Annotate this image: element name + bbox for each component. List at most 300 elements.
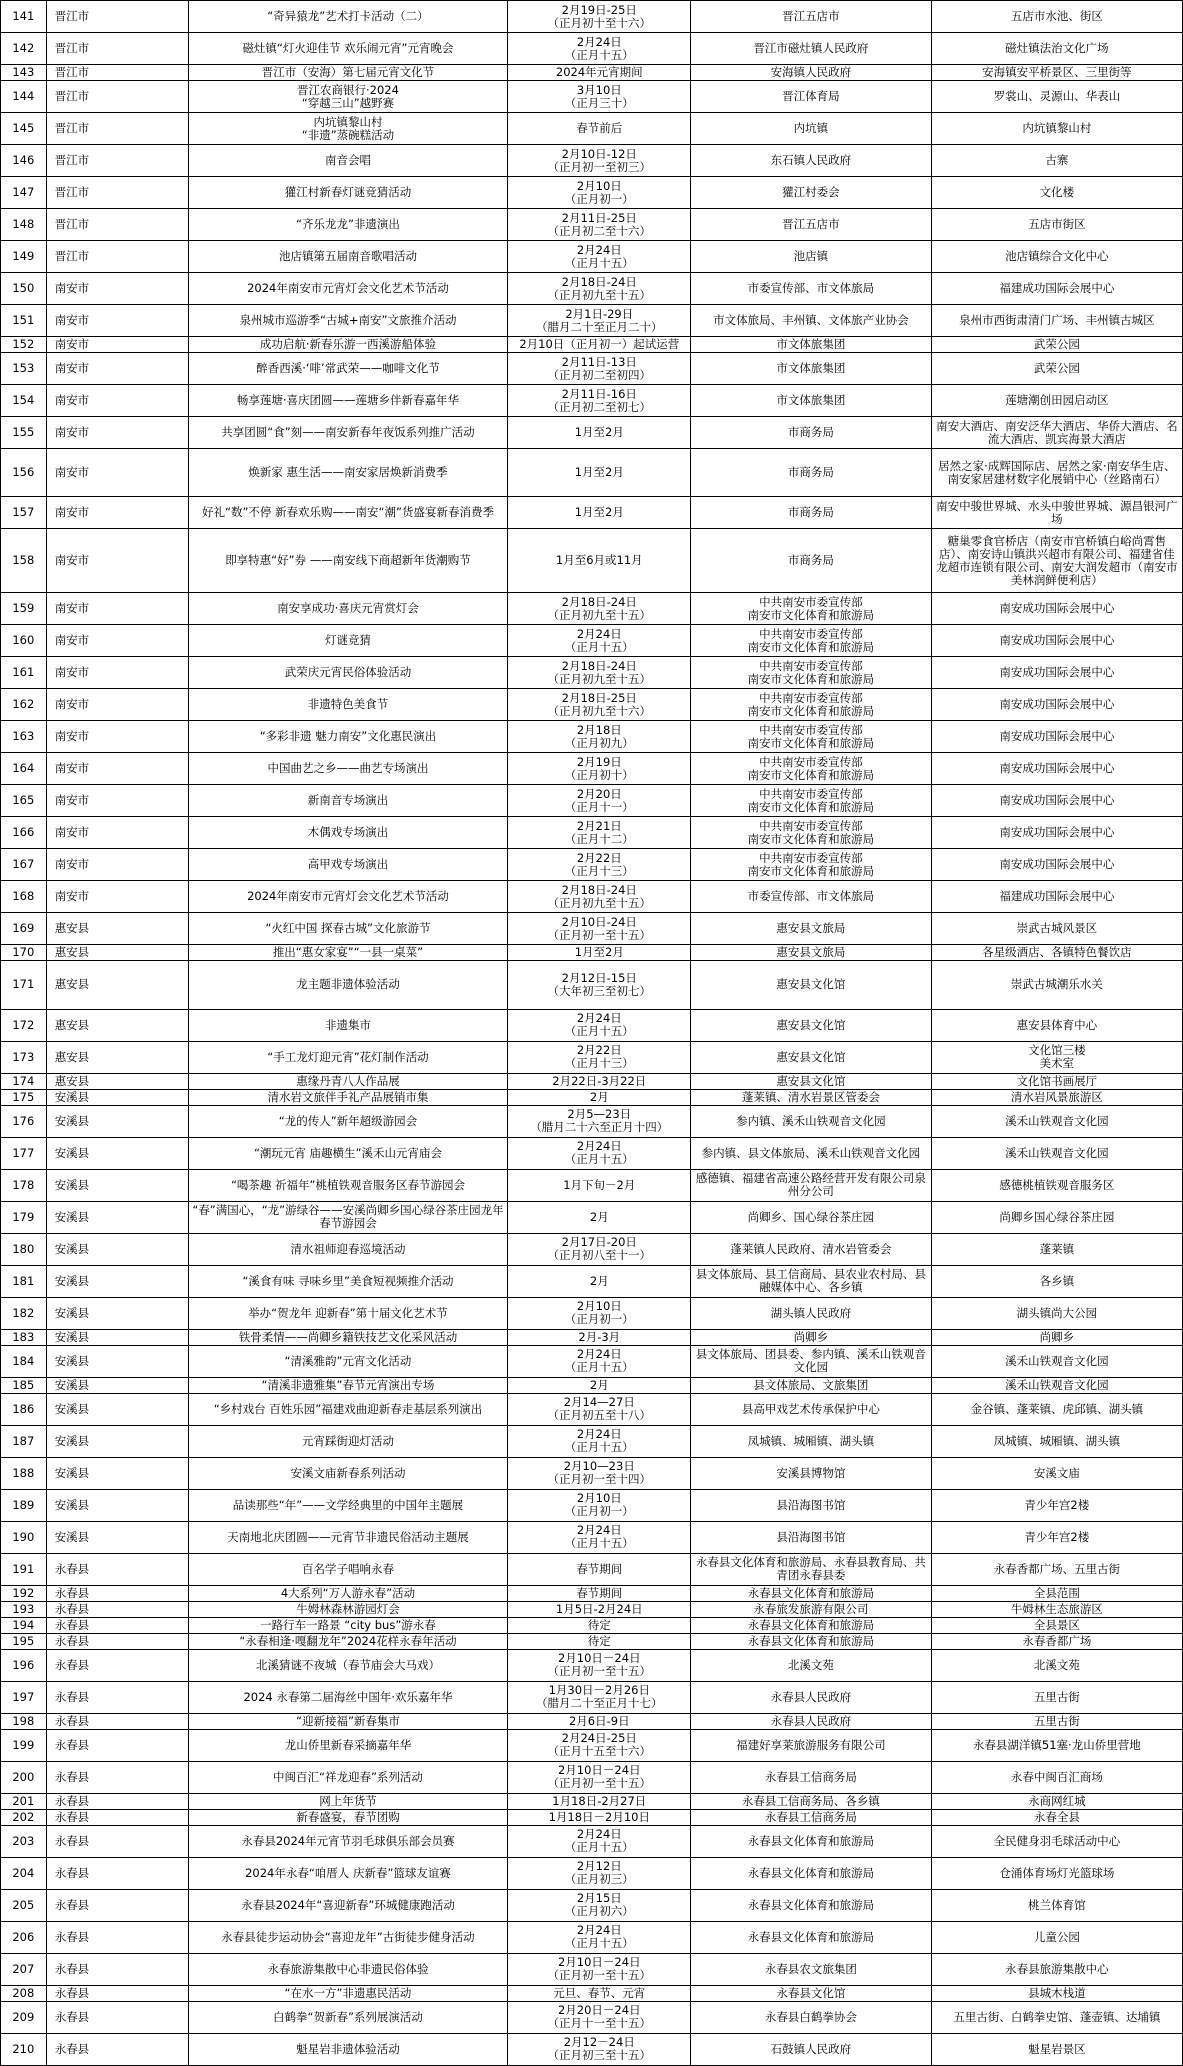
activity-name: 新春盛宴，春节团购	[188, 1809, 508, 1825]
table-row	[1, 209, 1183, 241]
row-number: 145	[1, 113, 47, 145]
activity-name: 泉州城市巡游季“古城+南安”文旅推介活动	[188, 305, 508, 337]
table-row	[1, 1601, 1183, 1617]
venue: 五里古街、白鹤拳史馆、蓬壶镇、达埔镇	[931, 2001, 1182, 2033]
city-cell: 南安市	[46, 337, 188, 353]
activity-name: 龙山侨里新春采摘嘉年华	[188, 1729, 508, 1761]
table-row	[1, 1681, 1183, 1713]
table-row	[1, 1761, 1183, 1793]
table-row	[1, 1073, 1183, 1089]
row-number: 178	[1, 1169, 47, 1201]
venue: 魁星岩景区	[931, 2033, 1182, 2065]
row-number: 170	[1, 945, 47, 961]
row-number: 181	[1, 1265, 47, 1297]
city-cell: 南安市	[46, 497, 188, 529]
organizer: 中共南安市委宣传部 南安市文化体育和旅游局	[691, 753, 931, 785]
venue: 糖巢零食官桥店（南安市官桥镇白峪尚霄售店）、南安诗山镇洪兴超市有限公司、福建省佳龙超市连锁有限公司、南安大润发超市（南安市美林润鲜便利店）	[931, 529, 1182, 593]
table-row	[1, 881, 1183, 913]
city-cell: 南安市	[46, 353, 188, 385]
row-number: 149	[1, 241, 47, 273]
organizer: 永春县人民政府	[691, 1713, 931, 1729]
activity-time: 2月24日 （正月十五）	[508, 241, 691, 273]
activity-name: 成功启航·新春乐游一西溪游船体验	[188, 337, 508, 353]
activity-name: “多彩非遗 魅力南安”文化惠民演出	[188, 721, 508, 753]
row-number: 158	[1, 529, 47, 593]
table-row	[1, 1713, 1183, 1729]
row-number: 162	[1, 689, 47, 721]
organizer: 中共南安市委宣传部 南安市文化体育和旅游局	[691, 625, 931, 657]
venue: 南安中骏世界城、水头中骏世界城、源昌银河广场	[931, 497, 1182, 529]
activity-time: 2月10日－24日 （正月初一至十五）	[508, 1649, 691, 1681]
venue: 五里古街	[931, 1681, 1182, 1713]
organizer: 市文体旅集团	[691, 353, 931, 385]
row-number: 168	[1, 881, 47, 913]
venue: 南安成功国际会展中心	[931, 817, 1182, 849]
organizer: 凤城镇、城厢镇、湖头镇	[691, 1425, 931, 1457]
table-row	[1, 785, 1183, 817]
table-row	[1, 497, 1183, 529]
row-number: 146	[1, 145, 47, 177]
venue: 儿童公园	[931, 1921, 1182, 1953]
venue: 磁灶镇法治文化广场	[931, 33, 1182, 65]
activity-time: 2月24日 （正月十五）	[508, 1825, 691, 1857]
table-row	[1, 2033, 1183, 2065]
activity-time: 2月10日-24日 （正月初一至十五）	[508, 913, 691, 945]
city-cell: 永春县	[46, 1953, 188, 1985]
city-cell: 永春县	[46, 1793, 188, 1809]
activity-time: 2月18日-24日 （正月初九至十五）	[508, 881, 691, 913]
activity-name: 中闽百汇“祥龙迎春”系列活动	[188, 1761, 508, 1793]
city-cell: 安溪县	[46, 1089, 188, 1105]
table-row	[1, 1089, 1183, 1105]
city-cell: 安溪县	[46, 1265, 188, 1297]
table-row	[1, 1329, 1183, 1345]
activity-time: 2月24日-25日 （正月十五至十六）	[508, 1729, 691, 1761]
city-cell: 安溪县	[46, 1457, 188, 1489]
table-row	[1, 353, 1183, 385]
activity-name: 畅享莲塘·喜庆团圆——莲塘乡伴新春嘉年华	[188, 385, 508, 417]
table-row	[1, 1521, 1183, 1553]
activity-time: 春节前后	[508, 113, 691, 145]
city-cell: 晋江市	[46, 1, 188, 33]
city-cell: 安溪县	[46, 1201, 188, 1233]
organizer: 永春县文化体育和旅游局	[691, 1857, 931, 1889]
organizer: 永春县文化馆	[691, 1985, 931, 2001]
city-cell: 惠安县	[46, 1073, 188, 1089]
organizer: 中共南安市委宣传部 南安市文化体育和旅游局	[691, 657, 931, 689]
activity-name: 2024年南安市元宵灯会文化艺术节活动	[188, 881, 508, 913]
city-cell: 南安市	[46, 753, 188, 785]
activity-name: “溪食有味 寻味乡里”美食短视频推介活动	[188, 1265, 508, 1297]
venue: 溪禾山铁观音文化园	[931, 1345, 1182, 1377]
activity-time: 2月10日（正月初一）起试运营	[508, 337, 691, 353]
organizer: 市文体旅局、丰州镇、文体旅产业协会	[691, 305, 931, 337]
table-row	[1, 625, 1183, 657]
organizer: 惠安县文化馆	[691, 1041, 931, 1073]
activity-time: 2月24日 （正月十五）	[508, 1009, 691, 1041]
activity-name: 一路行车一路景 “city bus”游永春	[188, 1617, 508, 1633]
venue: 武荣公园	[931, 353, 1182, 385]
venue: 各乡镇	[931, 1265, 1182, 1297]
activity-time: 春节期间	[508, 1585, 691, 1601]
city-cell: 永春县	[46, 1585, 188, 1601]
venue: 全县范围	[931, 1585, 1182, 1601]
row-number: 183	[1, 1329, 47, 1345]
activity-time: 2月20日 （正月十一）	[508, 785, 691, 817]
organizer: 内坑镇	[691, 113, 931, 145]
table-row	[1, 385, 1183, 417]
organizer: 石鼓镇人民政府	[691, 2033, 931, 2065]
table-row	[1, 1041, 1183, 1073]
activity-name: 北溪猜谜不夜城（春节庙会大马戏）	[188, 1649, 508, 1681]
organizer: 安海镇人民政府	[691, 65, 931, 81]
row-number: 186	[1, 1393, 47, 1425]
venue: 尚卿乡国心绿谷茶庄园	[931, 1201, 1182, 1233]
table-row	[1, 753, 1183, 785]
activity-name: 磁灶镇“灯火迎佳节 欢乐闹元宵”元宵晚会	[188, 33, 508, 65]
venue: 青少年宫2楼	[931, 1521, 1182, 1553]
city-cell: 永春县	[46, 1857, 188, 1889]
venue: 安溪文庙	[931, 1457, 1182, 1489]
activity-name: “喝茶趣 祈福年”桃植铁观音服务区春节游园会	[188, 1169, 508, 1201]
city-cell: 惠安县	[46, 913, 188, 945]
venue: 居然之家·成辉国际店、居然之家·南安华生店、南安家居建材数字化展销中心（丝路南石）	[931, 449, 1182, 497]
city-cell: 安溪县	[46, 1169, 188, 1201]
city-cell: 南安市	[46, 417, 188, 449]
organizer: 蓬莱镇、清水岩景区管委会	[691, 1089, 931, 1105]
table-row	[1, 1553, 1183, 1585]
organizer: 中共南安市委宣传部 南安市文化体育和旅游局	[691, 721, 931, 753]
organizer: 县高甲戏艺术传承保护中心	[691, 1393, 931, 1425]
activity-name: “手工龙灯迎元宵”花灯制作活动	[188, 1041, 508, 1073]
city-cell: 南安市	[46, 529, 188, 593]
activity-name: 清水岩文旅伴手礼产品展销市集	[188, 1089, 508, 1105]
activity-time: 2月	[508, 1265, 691, 1297]
row-number: 166	[1, 817, 47, 849]
table-row	[1, 817, 1183, 849]
activity-time: 2月12日 （正月初三）	[508, 1857, 691, 1889]
organizer: 市商务局	[691, 449, 931, 497]
organizer: 晋江五店市	[691, 209, 931, 241]
activity-time: 2月18日-24日 （正月初九至十五）	[508, 273, 691, 305]
activity-time: 2月10日－24日 （正月初一至十五）	[508, 1761, 691, 1793]
venue: 南安成功国际会展中心	[931, 721, 1182, 753]
row-number: 153	[1, 353, 47, 385]
venue: 福建成功国际会展中心	[931, 273, 1182, 305]
table-row	[1, 1105, 1183, 1137]
table-row	[1, 337, 1183, 353]
table-row	[1, 1633, 1183, 1649]
row-number: 174	[1, 1073, 47, 1089]
row-number: 152	[1, 337, 47, 353]
activity-name: 武荣庆元宵民俗体验活动	[188, 657, 508, 689]
organizer: 感德镇、福建省高速公路经营开发有限公司泉州分公司	[691, 1169, 931, 1201]
row-number: 205	[1, 1889, 47, 1921]
activity-time: 2月24日 （正月十五）	[508, 1137, 691, 1169]
row-number: 151	[1, 305, 47, 337]
venue: 清水岩风景旅游区	[931, 1089, 1182, 1105]
venue: 尚卿乡	[931, 1329, 1182, 1345]
city-cell: 惠安县	[46, 1009, 188, 1041]
row-number: 144	[1, 81, 47, 113]
table-row	[1, 1649, 1183, 1681]
row-number: 173	[1, 1041, 47, 1073]
organizer: 永春县白鹤拳协会	[691, 2001, 931, 2033]
activity-name: 白鹤拳“贺新春”系列展演活动	[188, 2001, 508, 2033]
activity-name: 内坑镇黎山村 “非遗”蒸碗糕活动	[188, 113, 508, 145]
organizer: 县沿海图书馆	[691, 1521, 931, 1553]
city-cell: 南安市	[46, 625, 188, 657]
table-row	[1, 1617, 1183, 1633]
activity-name: 龙主题非遗体验活动	[188, 961, 508, 1009]
table-row	[1, 1489, 1183, 1521]
row-number: 150	[1, 273, 47, 305]
activity-name: 木偶戏专场演出	[188, 817, 508, 849]
activity-name: “在水一方”非遗惠民活动	[188, 1985, 508, 2001]
activity-time: 2月6日-9日	[508, 1713, 691, 1729]
city-cell: 安溪县	[46, 1233, 188, 1265]
organizer: 永春县文化体育和旅游局、永春县教育局、共青团永春县委	[691, 1553, 931, 1585]
activity-time: 1月18日－2月10日	[508, 1809, 691, 1825]
organizer: 市商务局	[691, 529, 931, 593]
row-number: 182	[1, 1297, 47, 1329]
table-row	[1, 961, 1183, 1009]
row-number: 208	[1, 1985, 47, 2001]
organizer: 永春县人民政府	[691, 1681, 931, 1713]
row-number: 192	[1, 1585, 47, 1601]
organizer: 永春县文化体育和旅游局	[691, 1921, 931, 1953]
venue: 福建成功国际会展中心	[931, 881, 1182, 913]
city-cell: 永春县	[46, 2001, 188, 2033]
city-cell: 永春县	[46, 1729, 188, 1761]
table-row	[1, 1377, 1183, 1393]
table-row	[1, 849, 1183, 881]
table-row	[1, 1201, 1183, 1233]
venue: 古寨	[931, 145, 1182, 177]
organizer: 獾江村委会	[691, 177, 931, 209]
organizer: 县文体旅局、文旅集团	[691, 1377, 931, 1393]
table-row	[1, 449, 1183, 497]
activity-time: 2月18日-24日 （正月初九至十五）	[508, 657, 691, 689]
organizer: 中共南安市委宣传部 南安市文化体育和旅游局	[691, 785, 931, 817]
organizer: 中共南安市委宣传部 南安市文化体育和旅游局	[691, 593, 931, 625]
table-row	[1, 1233, 1183, 1265]
activity-time: 2月24日 （正月十五）	[508, 33, 691, 65]
venue: 永春香都广场、五里古街	[931, 1553, 1182, 1585]
activity-time: 元旦、春节、元宵	[508, 1985, 691, 2001]
city-cell: 安溪县	[46, 1105, 188, 1137]
city-cell: 永春县	[46, 2033, 188, 2065]
organizer: 永春县文化体育和旅游局	[691, 1617, 931, 1633]
activity-name: 南安享成功·喜庆元宵赏灯会	[188, 593, 508, 625]
venue: 金谷镇、蓬莱镇、虎邱镇、湖头镇	[931, 1393, 1182, 1425]
organizer: 永春县农文旅集团	[691, 1953, 931, 1985]
organizer: 惠安县文化馆	[691, 1073, 931, 1089]
activity-time: 2月1日-29日 （腊月二十至正月二十）	[508, 305, 691, 337]
table-row	[1, 81, 1183, 113]
activity-name: 举办“贺龙年 迎新春”第十届文化艺术节	[188, 1297, 508, 1329]
activity-name: “乡村戏台 百姓乐园”福建戏曲迎新春走基层系列演出	[188, 1393, 508, 1425]
city-cell: 安溪县	[46, 1345, 188, 1377]
city-cell: 永春县	[46, 1617, 188, 1633]
activity-time: 2月5—23日 （腊月二十六至正月十四）	[508, 1105, 691, 1137]
activity-time: 2月14—27日 （正月初五至十八）	[508, 1393, 691, 1425]
table-row	[1, 177, 1183, 209]
activity-name: “永春相逢·嘎翻龙年”2024花样永春年活动	[188, 1633, 508, 1649]
city-cell: 永春县	[46, 1889, 188, 1921]
venue: 池店镇综合文化中心	[931, 241, 1182, 273]
row-number: 194	[1, 1617, 47, 1633]
table-row	[1, 1009, 1183, 1041]
row-number: 185	[1, 1377, 47, 1393]
table-row	[1, 417, 1183, 449]
activity-time: 1月至6月或11月	[508, 529, 691, 593]
table-row	[1, 2001, 1183, 2033]
organizer: 惠安县文旅局	[691, 913, 931, 945]
city-cell: 安溪县	[46, 1489, 188, 1521]
venue: 永春县湖洋镇51塞·龙山侨里营地	[931, 1729, 1182, 1761]
venue: 南安大酒店、南安泛华大酒店、华侨大酒店、名流大酒店、凯宾海景大酒店	[931, 417, 1182, 449]
city-cell: 晋江市	[46, 145, 188, 177]
organizer: 蓬莱镇人民政府、清水岩管委会	[691, 1233, 931, 1265]
table-row	[1, 1857, 1183, 1889]
row-number: 196	[1, 1649, 47, 1681]
activity-time: 2月18日-24日 （正月初九至十五）	[508, 593, 691, 625]
activity-time: 1月18日-2月27日	[508, 1793, 691, 1809]
organizer: 湖头镇人民政府	[691, 1297, 931, 1329]
activity-time: 2月22日 （正月十三）	[508, 1041, 691, 1073]
city-cell: 安溪县	[46, 1521, 188, 1553]
city-cell: 永春县	[46, 1681, 188, 1713]
city-cell: 晋江市	[46, 241, 188, 273]
city-cell: 晋江市	[46, 209, 188, 241]
table-row	[1, 1985, 1183, 2001]
activity-name: 新南音专场演出	[188, 785, 508, 817]
row-number: 193	[1, 1601, 47, 1617]
table-row	[1, 1169, 1183, 1201]
activity-time: 1月至2月	[508, 417, 691, 449]
row-number: 204	[1, 1857, 47, 1889]
row-number: 180	[1, 1233, 47, 1265]
venue: 崇武古城风景区	[931, 913, 1182, 945]
activity-time: 待定	[508, 1633, 691, 1649]
city-cell: 晋江市	[46, 113, 188, 145]
activity-time: 2月12－24日 （正月初三至十五）	[508, 2033, 691, 2065]
activity-time: 2月18日-25日 （正月初九至十六）	[508, 689, 691, 721]
venue: 崇武古城潮乐水关	[931, 961, 1182, 1009]
city-cell: 永春县	[46, 1761, 188, 1793]
activity-name: 2024年南安市元宵灯会文化艺术节活动	[188, 273, 508, 305]
city-cell: 南安市	[46, 689, 188, 721]
row-number: 187	[1, 1425, 47, 1457]
venue: 内坑镇黎山村	[931, 113, 1182, 145]
row-number: 190	[1, 1521, 47, 1553]
venue: 北溪文苑	[931, 1649, 1182, 1681]
row-number: 179	[1, 1201, 47, 1233]
table-row	[1, 657, 1183, 689]
activity-name: 牛姆林森林游园灯会	[188, 1601, 508, 1617]
activity-name: 池店镇第五届南音歌唱活动	[188, 241, 508, 273]
city-cell: 南安市	[46, 593, 188, 625]
activity-name: 百名学子唱响永春	[188, 1553, 508, 1585]
organizer: 惠安县文化馆	[691, 961, 931, 1009]
venue: 感德桃植铁观音服务区	[931, 1169, 1182, 1201]
row-number: 195	[1, 1633, 47, 1649]
organizer: 晋江市磁灶镇人民政府	[691, 33, 931, 65]
activity-time: 2月24日 （正月十五）	[508, 1425, 691, 1457]
organizer: 北溪文苑	[691, 1649, 931, 1681]
organizer: 池店镇	[691, 241, 931, 273]
activity-time: 2月24日 （正月十五）	[508, 625, 691, 657]
organizer: 东石镇人民政府	[691, 145, 931, 177]
activity-time: 1月至2月	[508, 497, 691, 529]
activity-time: 2月24日 （正月十五）	[508, 1521, 691, 1553]
activity-name: 即享特惠“好”券 ——南安线下商超新年货潮购节	[188, 529, 508, 593]
activity-time: 2月10—23日 （正月初一至十四）	[508, 1457, 691, 1489]
activity-name: 4大系列“万人游永春”活动	[188, 1585, 508, 1601]
row-number: 177	[1, 1137, 47, 1169]
venue: 蓬莱镇	[931, 1233, 1182, 1265]
city-cell: 惠安县	[46, 961, 188, 1009]
activity-time: 2月17日-20日 （正月初八至十一）	[508, 1233, 691, 1265]
organizer: 中共南安市委宣传部 南安市文化体育和旅游局	[691, 849, 931, 881]
activity-time: 2月10日－24日 （正月初一至十五）	[508, 1953, 691, 1985]
row-number: 172	[1, 1009, 47, 1041]
table-row	[1, 1457, 1183, 1489]
city-cell: 安溪县	[46, 1137, 188, 1169]
activity-time: 2月19日 （正月初十）	[508, 753, 691, 785]
activity-name: 獾江村新春灯谜竞猜活动	[188, 177, 508, 209]
venue: 莲塘潮创田园启动区	[931, 385, 1182, 417]
organizer: 永春县文化体育和旅游局	[691, 1633, 931, 1649]
table-row	[1, 1729, 1183, 1761]
activity-time: 2月18日 （正月初九）	[508, 721, 691, 753]
activity-name: 南音会唱	[188, 145, 508, 177]
table-row	[1, 273, 1183, 305]
activity-name: 晋江市（安海）第七届元宵文化节	[188, 65, 508, 81]
activity-name: 中国曲艺之乡——曲艺专场演出	[188, 753, 508, 785]
venue: 文化馆书画展厅	[931, 1073, 1182, 1089]
row-number: 143	[1, 65, 47, 81]
activity-name: 晋江农商银行·2024 “穿越三山”越野赛	[188, 81, 508, 113]
table-row	[1, 65, 1183, 81]
activity-time: 1月下旬－2月	[508, 1169, 691, 1201]
row-number: 164	[1, 753, 47, 785]
venue: 凤城镇、城厢镇、湖头镇	[931, 1425, 1182, 1457]
row-number: 161	[1, 657, 47, 689]
table-row	[1, 241, 1183, 273]
activity-name: 永春旅游集散中心非遗民俗体验	[188, 1953, 508, 1985]
venue: 南安成功国际会展中心	[931, 689, 1182, 721]
table-row	[1, 1825, 1183, 1857]
city-cell: 晋江市	[46, 177, 188, 209]
table-row	[1, 1425, 1183, 1457]
table-row	[1, 1393, 1183, 1425]
table-row	[1, 1889, 1183, 1921]
row-number: 148	[1, 209, 47, 241]
row-number: 202	[1, 1809, 47, 1825]
activity-time: 2月	[508, 1201, 691, 1233]
row-number: 189	[1, 1489, 47, 1521]
table-row	[1, 593, 1183, 625]
activity-time: 2月20日－24日 （正月十一至十五）	[508, 2001, 691, 2033]
organizer: 参内镇、县文体旅局、溪禾山铁观音文化园	[691, 1137, 931, 1169]
city-cell: 永春县	[46, 1601, 188, 1617]
activity-name: 永春县2024年“喜迎新春”环城健康跑活动	[188, 1889, 508, 1921]
venue: 泉州市西街肃清门广场、丰州镇古城区	[931, 305, 1182, 337]
row-number: 198	[1, 1713, 47, 1729]
row-number: 209	[1, 2001, 47, 2033]
